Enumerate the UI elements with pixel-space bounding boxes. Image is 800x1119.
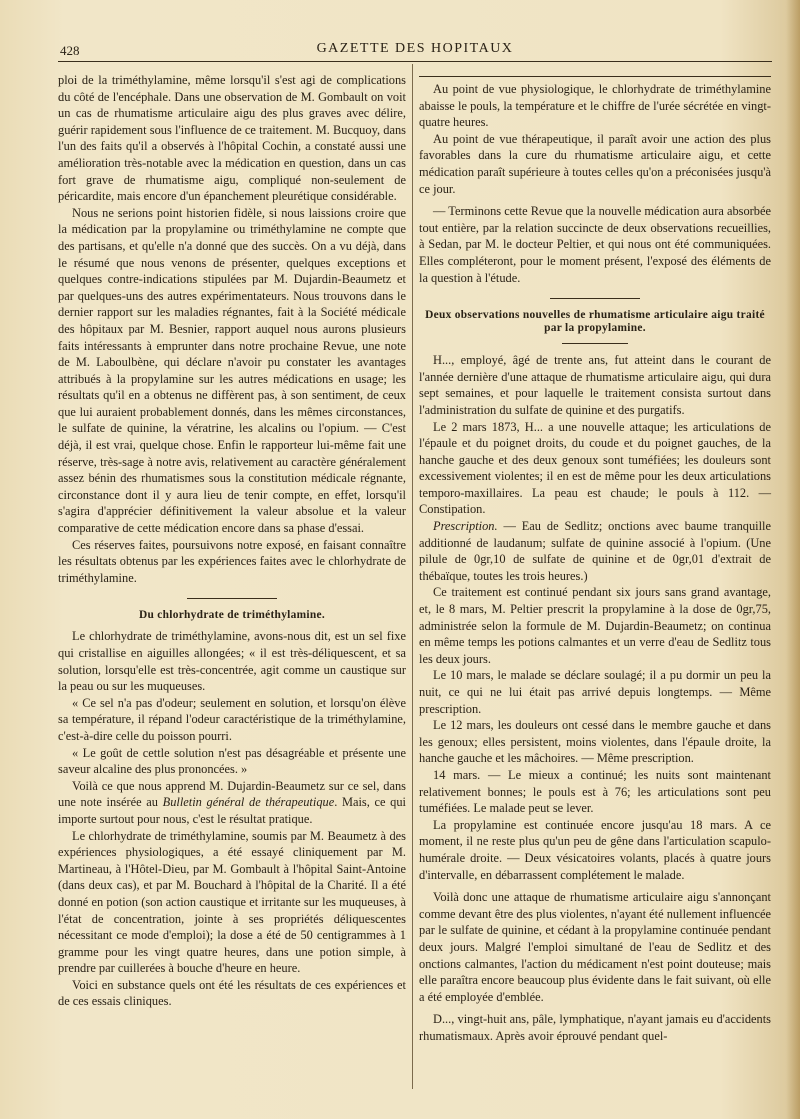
text-run: — Eau de Sedlitz; onctions avec baume tranquille additionné de laudanum; sulfate de quinine associé à l'opium. (Une pilule de 0gr,10 de sulfate de quinine et de 0gr,01 d'extrait de thébaïque, toutes les trois heures.) xyxy=(419,519,771,583)
right-column xyxy=(419,76,771,1044)
paragraph: « Ce sel n'a pas d'odeur; seulement en solution, et lorsqu'on élève sa température, il répand l'odeur caractéristique de la triméthylamine, c'est-à-dire celle du poisson pourri. xyxy=(58,695,406,743)
paragraph: Ce traitement est continué pendant six jours sans grand avantage, et, le 8 mars, M. Peltier prescrit la propylamine à la dose de 0gr,75, administrée selon la formule de M. Dujardin-Beaumetz; on continua en même temps les potions calmantes et un verre d'eau de Sedlitz tous les deux jours. xyxy=(419,585,771,666)
paragraph: Au point de vue thérapeutique, il paraît avoir une action des plus favorables dans la cure du rhumatisme articulaire aigu, et cette médication paraît supérieure à toutes celles qu'on a préconisées jusqu'à ce jour. xyxy=(419,131,771,196)
section-rule xyxy=(562,343,628,344)
paragraph xyxy=(419,518,771,584)
paragraph: Le 10 mars, le malade se déclare soulagé; il a pu dormir un peu la nuit, ce qui ne lui était pas arrivé depuis longtemps. — Même prescription. xyxy=(419,668,771,716)
paragraph: La propylamine est continuée encore jusqu'au 18 mars. A ce moment, il ne reste plus qu'un peu de gêne dans l'articulation scapulo-humérale droite. — Deux vésicatoires volants, placés à quatre jours d'intervalle, en débarrassent complétement le malade. xyxy=(419,817,771,882)
paragraph: Au point de vue physiologique, le chlorhydrate de triméthylamine abaisse le pouls, la température et le chiffre de l'urée sécrétée en vingt-quatre heures. xyxy=(419,82,771,130)
header-rule xyxy=(58,61,772,62)
paragraph: Le 2 mars 1873, H... a une nouvelle attaque; les articulations de l'épaule et du poignet droits, du coude et du poignet gauches, de la hanche gauche et des deux genoux sont tuméfiées; les douleurs sont excessivement violentes; il en est de même pour les deux articulations temporo-maxillaires. La peau est chaude; le pouls à 112. — Constipation. xyxy=(419,419,771,517)
section-rule xyxy=(550,298,640,299)
page-header xyxy=(58,36,772,60)
paragraph xyxy=(58,778,406,828)
text-run: Voilà ce que nous apprend M. Dujardin-Beaumetz sur ce sel, dans une note insérée au xyxy=(58,778,406,810)
paragraph: 14 mars. — Le mieux a continué; les nuits sont maintenant relativement bonnes; le pouls est à 76; les articulations sont peu tuméfiées. Le malade peut se lever. xyxy=(419,767,771,816)
column-divider xyxy=(412,64,413,1089)
paragraph: Voici en substance quels ont été les résultats de ces expériences et de ces essais cliniques. xyxy=(58,977,406,1009)
section-title: Du chlorhydrate de triméthylamine. xyxy=(138,609,326,622)
paragraph: Nous ne serions point historien fidèle, si nous laissions croire que la médication par la propylamine ou triméthylamine ne compte que des partisans, et qu'elle n'a donné que des succès. On a vu déjà, dans le résumé que nous venons de présenter, quelques exceptions et quelques contre-indications stipulées par M. Dujardin-Beaumetz et par quelques-uns des autres expérimentateurs. Nous trouvons dans le dernier rapport sur les maladies régnantes, fait à la Société médicale des hôpitaux par M. Besnier, rapport auquel nous aurons plusieurs faits intéressants à emprunter dans notre prochaine Revue, une note de M. Laboulbène, qui déclare n'avoir pu constater les avantages attribués à la propylamine sur les autres médications en usage; les résultats qu'il en a obtenus ne diffèrent pas, à son sentiment, de ceux que lui auraient probablement donnés, dans les mêmes circonstances, le sulfate de quinine, la vératrine, les alcalins ou l'opium. — C'est déjà, il est vrai, quelque chose. Enfin le rapporteur lui-même fait une réserve, très-sage à notre avis, relativement au caractère généralement assez bénin des rhumatismes sous la constitution médicale régnante, circonstance dont il y aura lieu de tenir compte, en effet, lorsqu'il s'agira d'apprécier définitivement la valeur absolue et la valeur comparative de cette médication encore dans sa phase d'essai. xyxy=(58,205,406,536)
paragraph: — Terminons cette Revue que la nouvelle médication aura absorbée tout entière, par la relation succincte de deux observations recueillies, à Sedan, par M. le docteur Peltier, et qui nous ont été communiquées. Elles compléteront, pour le moment présent, l'exposé des éléments de la question à l'étude. xyxy=(419,204,771,285)
paragraph: Le chlorhydrate de triméthylamine, soumis par M. Beaumetz à des expériences physiologiques, a été essayé cliniquement par M. Martineau, à l'Hôtel-Dieu, par M. Gombault à l'hôpital Saint-Antoine (dans deux cas), et par M. Bouchard à l'hôpital de la Charité. Il a été donné en potion (son action caustique et irritante sur les muqueuses, à l'état de concentration, jointe à ses propriétés déliquescentes nécessitant ce mode d'emploi); la dose a été de 50 centigrammes à 1 gramme pour les vingt quatre heures, dans une potion simple, à prendre par cuillerées à bouche d'heure en heure. xyxy=(58,828,406,976)
paragraph: Voilà donc une attaque de rhumatisme articulaire aigu s'annonçant comme devant être des plus violentes, n'ayant été nullement influencée par le sulfate de quinine, et cédant à la propylamine continuée pendant deux jours. Malgré l'emploi simultané de l'eau de Sedlitz et des onctions calmantes, l'action du médicament n'est point douteuse; mais elle paraîtra encore beaucoup plus évidente dans le fait suivant, où elle a été employée d'emblée. xyxy=(419,890,771,1004)
paragraph: Le 12 mars, les douleurs ont cessé dans le membre gauche et dans les genoux; elles persistent, moins violentes, dans l'épaule droite, la hanche gauche et les mâchoires. — Même prescription. xyxy=(419,718,771,766)
paragraph: Ces réserves faites, poursuivons notre exposé, en faisant connaître les résultats obtenus par les expériences faites avec le chlorhydrate de triméthylamine. xyxy=(58,537,406,585)
paragraph: Le chlorhydrate de triméthylamine, avons-nous dit, est un sel fixe qui cristallise en aiguilles allongées; « il est très-déliquescent, et sa solution, lorsqu'elle est très-concentrée, agit comme un caustique sur la peau ou sur les muqueuses. xyxy=(58,629,406,694)
text-run: . Mais, ce qui importe surtout pour nous, c'est le résultat pratique. xyxy=(58,795,406,826)
section-title: Deux observations nouvelles de rhumatisme articulaire aigu traité par la propylamine. xyxy=(425,309,765,335)
paragraph: ploi de la triméthylamine, même lorsqu'il s'est agi de complications du côté de l'encéphale. Dans une observation de M. Gombault on voit un cas de rhumatisme articulaire aigu des plus graves avec délire, guérir rapidement sous l'influence de ce traitement. M. Bucquoy, dans l'un des faits qu'il a observés à l'hôpital Cochin, a constaté aussi une amélioration très-notable avec la médication en question, dans un cas fort grave de rhumatisme aigu, compliqué non-seulement de péricardite, mais encore d'un épanchement pleurétique considérable. xyxy=(58,73,406,204)
column-top-rule xyxy=(419,76,771,77)
paragraph: D..., vingt-huit ans, pâle, lymphatique, n'ayant jamais eu d'accidents rhumatismaux. Après avoir éprouvé pendant quel- xyxy=(419,1012,771,1043)
paragraph: « Le goût de cettle solution n'est pas désagréable et présente une saveur alcaline des plus prononcées. » xyxy=(58,745,406,777)
page-number: 428 xyxy=(60,43,80,58)
journal-citation: Bulletin général de thérapeutique xyxy=(162,795,335,810)
journal-title: GAZETTE DES HOPITAUX xyxy=(316,41,514,56)
section-rule xyxy=(187,598,277,599)
prescription-label: Prescription. xyxy=(433,519,498,534)
left-column xyxy=(58,72,406,1010)
paragraph: H..., employé, âgé de trente ans, fut atteint dans le courant de l'année dernière d'une attaque de rhumatisme articulaire aigu, qui dura sept semaines, et pour laquelle le traitement consista surtout dans l'administration du sulfate de quinine et des purgatifs. xyxy=(419,353,771,417)
